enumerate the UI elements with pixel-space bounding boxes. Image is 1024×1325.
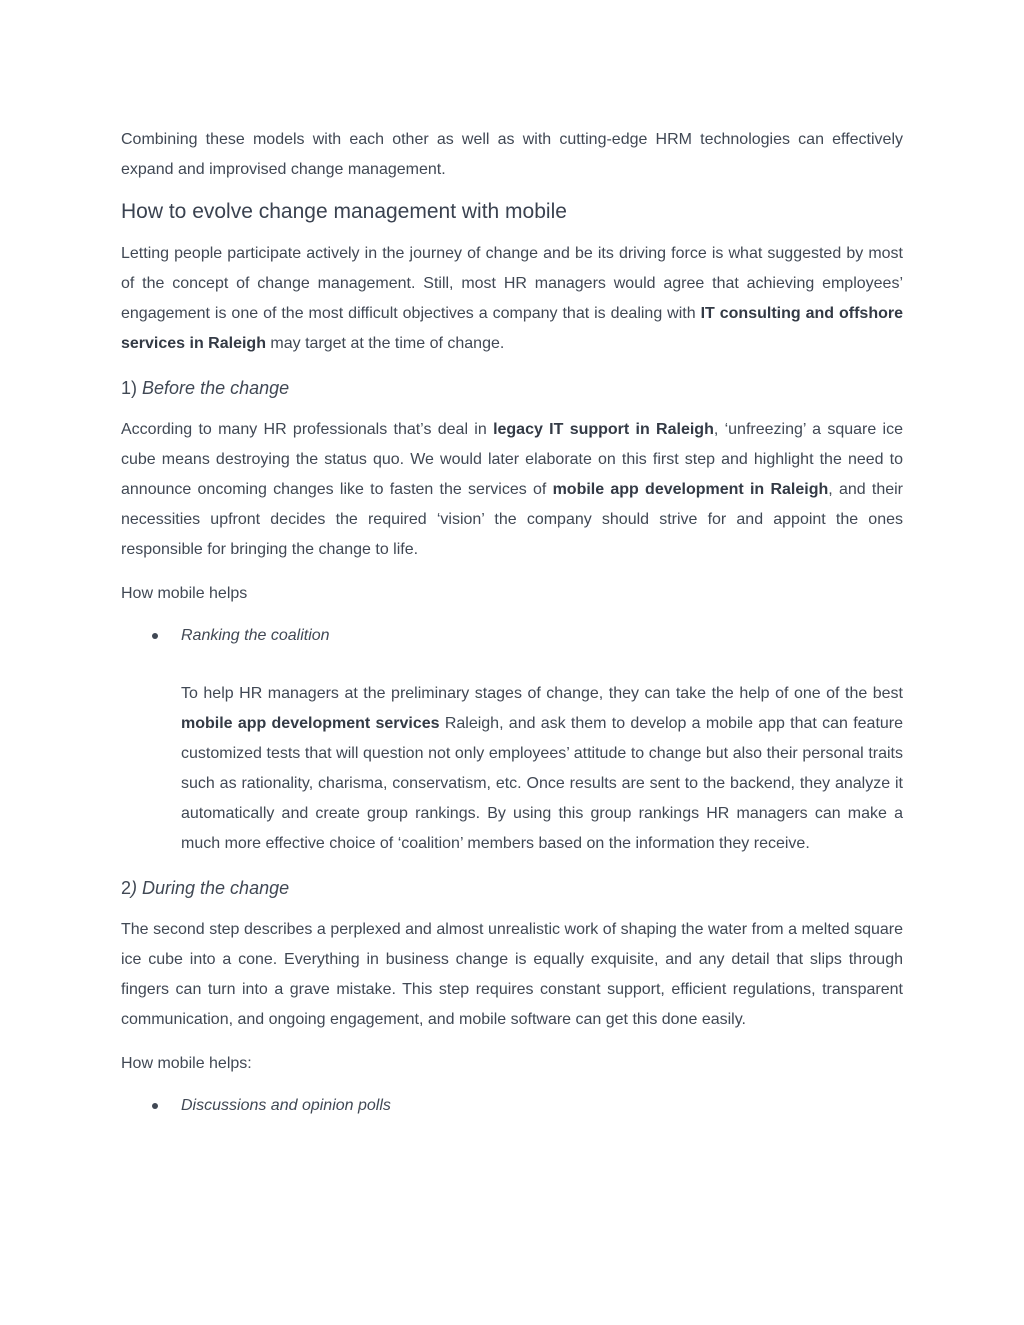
step-2-title: ) During the change: [131, 878, 290, 898]
section-heading: How to evolve change management with mobile: [121, 200, 567, 223]
how-mobile-helps-label-1: How mobile helps: [121, 585, 248, 602]
step-1-text-d: , and their necessities upfront decides the required ‘vision’ the company should strive for and appoint the ones responsible for bringing the change to life.: [121, 481, 904, 558]
ranking-coalition-paragraph: [121, 679, 903, 859]
engagement-text: Letting people participate actively in the journey of change and be its driving force is what suggested by most of the concept of change management. Still, most HR managers would agree that achieving employees’ engagement is one of the most difficult objectives a company that is dealing with: [121, 245, 903, 322]
engagement-tail: may target at the time of change.: [265, 335, 505, 352]
step-2-number: 2: [121, 878, 132, 898]
bullet-dot-icon: [152, 1103, 158, 1109]
step-1-title: Before the change: [142, 378, 290, 398]
mobile-app-keyword: mobile app development in Raleigh: [552, 481, 829, 498]
step-1-paragraph: [121, 415, 903, 565]
step-1-text-a: According to many HR professionals that’s deal in: [121, 421, 494, 438]
intro-paragraph: Combining these models with each other as well as with cutting-edge HRM technologies can effectively expand and improvised change management.: [121, 131, 903, 178]
mobile-services-keyword: mobile app development services: [181, 715, 440, 732]
ranking-text-a: To help HR managers at the preliminary stages of change, they can take the help of one of the best: [181, 685, 903, 702]
bullet-text: Discussions and opinion polls: [181, 1097, 391, 1114]
bullet-dot-icon: [152, 633, 158, 639]
bullet-discussions-polls: [121, 1091, 903, 1121]
engagement-bold-keyword: IT consulting and offshore services in Raleigh: [121, 305, 903, 352]
bullet-ranking-coalition: [121, 621, 903, 651]
step-2-heading: [121, 873, 903, 903]
step-1-number: 1): [121, 378, 138, 398]
bullet-text: Ranking the coalition: [181, 627, 330, 644]
how-mobile-helps-label-2: How mobile helps:: [121, 1055, 252, 1072]
step-1-text-c: , ‘unfreezing’ a square ice cube means destroying the status quo. We would later elaborate on this first step and highlight the need to announce oncoming changes like to fasten the services of: [121, 421, 904, 498]
engagement-paragraph: [121, 239, 903, 359]
step-2-paragraph: The second step describes a perplexed and almost unrealistic work of shaping the water from a melted square ice cube into a cone. Everything in business change is equally exquisite, and any detail that slips through fingers can turn into a grave mistake. This step requires constant support, efficient regulations, transparent communication, and ongoing engagement, and mobile software can get this done easily.: [121, 921, 903, 1028]
legacy-it-keyword: legacy IT support in Raleigh: [493, 421, 714, 438]
step-1-heading: [121, 373, 903, 403]
ranking-text-c: Raleigh, and ask them to develop a mobile app that can feature customized tests that will question not only employees’ attitude to change but also their personal traits such as rationality, charisma, conservatism, etc. Once results are sent to the backend, they analyze it automatically and create group rankings. By using this group rankings HR managers can make a much more effective choice of ‘coalition’ members based on the information they receive.: [181, 715, 904, 852]
document-page: [121, 125, 903, 1149]
